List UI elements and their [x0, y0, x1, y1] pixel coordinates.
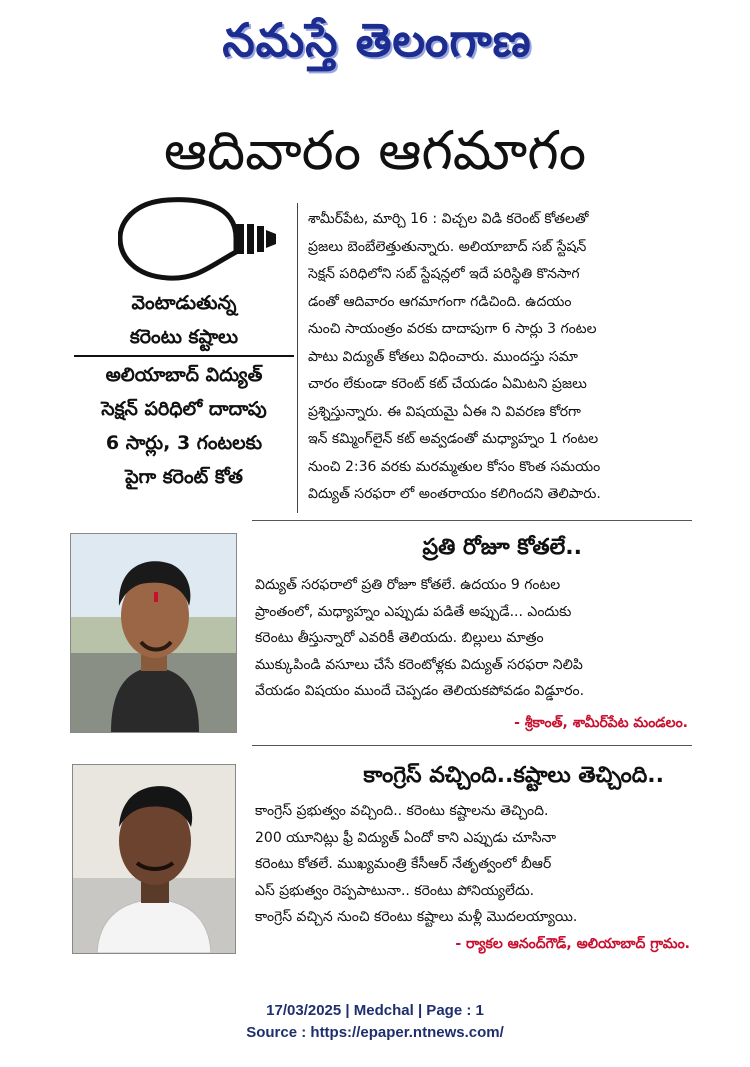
light-bulb-icon	[118, 196, 278, 281]
lead-article	[308, 206, 688, 509]
quote2-title: కాంగ్రెస్ వచ్చింది..కష్టాలు తెచ్చింది..	[363, 763, 664, 788]
column-divider	[297, 203, 298, 513]
section-divider	[252, 520, 692, 521]
lead-line: సెక్షన్ పరిధిలోని సబ్ స్టేషన్లలో ఇదే పరిస్థితి కొనసాగ	[308, 266, 580, 282]
quote2-line: కరెంటు కోతలే. ముఖ్యమంత్రి కేసీఆర్ నేతృత్వంలో బీఆర్	[255, 856, 552, 872]
lead-line: పాటు విద్యుత్ కోతలు విధించారు. ముందస్తు సమా	[308, 348, 578, 365]
quote1-line: కరెంటు తీస్తున్నారో ఎవరికీ తెలియదు. బిల్లులు మాత్రం	[255, 630, 544, 646]
side-deck-line: వెంటాడుతున్న	[131, 292, 237, 314]
quote2-body	[255, 798, 687, 931]
page-footer	[0, 1000, 750, 1044]
quote1-photo	[70, 533, 237, 733]
lead-line: ఇన్ కమ్మింగ్‌లైన్ కట్ అవ్వడంతో మధ్యాహ్నం 1 గంటల	[308, 431, 599, 447]
quote1-line: విద్యుత్ సరఫరాలో ప్రతి రోజూ కోతలే. ఉదయం 9 గంటల	[255, 577, 561, 593]
quote1-body	[255, 572, 687, 705]
side-deck-line: పైగా కరెంట్ కోత	[125, 466, 243, 488]
side-deck-line: కరెంటు కష్టాలు	[129, 326, 239, 348]
lead-line: శామీర్‌పేట, మార్చి 16 : విచ్చల విడి కరెంట్ కోతలతో	[308, 211, 589, 227]
quote2-line: కాంగ్రెస్ వచ్చిన నుంచి కరెంటు కష్టాలు మళ్లీ మొదలయ్యాయి.	[255, 909, 578, 925]
headline: ఆదివారం ఆగమాగం	[163, 119, 587, 182]
quote2-byline: - ర్యాకల ఆనంద్‌గౌడ్, అలియాబాద్ గ్రామం.	[455, 936, 690, 952]
quote1-line: ప్రాంతంలో, మధ్యాహ్నం ఎప్పుడు పడితే అప్పుడే... ఎందుకు	[255, 603, 572, 620]
lead-line: నుంచి సాయంత్రం వరకు దాదాపుగా 6 సార్లు 3 గంటల	[308, 321, 597, 337]
lead-line: చారం లేకుండా కరెంట్ కట్ చేయడం ఏమిటని ప్రజలు	[308, 376, 587, 392]
person-portrait-icon	[71, 534, 236, 732]
footer-source[interactable]: Source : https://epaper.ntnews.com/	[246, 1024, 504, 1041]
quote2-line: 200 యూనిట్లు ఫ్రీ విద్యుత్ ఏందో కాని ఎప్పుడు చూసినా	[255, 829, 557, 846]
masthead-logo: నమస్తే తెలంగాణ	[222, 13, 532, 67]
quote1-line: ముక్కుపిండి వసూలు చేసే కరెంటోళ్లకు విద్యుత్ సరఫరా నిలిపి	[255, 656, 583, 673]
lead-line: నుంచి 2:36 వరకు మరమ్మతుల కోసం కొంత సమయం	[308, 458, 601, 475]
lead-line: ప్రజలు బెంబేలెత్తుతున్నారు. అలియాబాద్ సబ్ స్టేషన్	[308, 238, 587, 255]
quote1-byline: - శ్రీకాంత్, శామీర్‌పేట మండలం.	[514, 715, 688, 731]
quote2-line: ఎస్ ప్రభుత్వం రెప్పపాటునా.. కరెంటు పోనియ్యలేదు.	[255, 882, 535, 899]
section-divider	[252, 745, 692, 746]
footer-edition-info: 17/03/2025 | Medchal | Page : 1	[266, 1002, 484, 1019]
quote2-line: కాంగ్రెస్ ప్రభుత్వం వచ్చింది.. కరెంటు కష్టాలను తెచ్చింది.	[255, 803, 549, 819]
lead-line: ప్రశ్నిస్తున్నారు. ఈ విషయమై ఏఈ ని వివరణ కోరగా	[308, 403, 581, 420]
side-deck	[74, 286, 294, 494]
person-portrait-icon	[73, 765, 235, 953]
lead-line: విద్యుత్ సరఫరా లో అంతరాయం కలిగిందని తెలిపారు.	[308, 486, 601, 502]
side-deck-line: 6 సార్లు, 3 గంటలకు	[105, 432, 263, 454]
quote1-title: ప్రతి రోజూ కోతలే..	[422, 535, 582, 560]
quote2-photo	[72, 764, 236, 954]
lead-line: డంతో ఆదివారం ఆగమాగంగా గడిచింది. ఉదయం	[308, 293, 572, 310]
side-deck-line: అలియాబాద్ విద్యుత్	[105, 364, 263, 386]
side-deck-rule	[74, 355, 294, 357]
side-deck-line: సెక్షన్ పరిధిలో దాదాపు	[101, 398, 267, 420]
quote1-line: వేయడం విషయం ముందే చెప్పడం తెలియకపోవడం విడ్డూరం.	[255, 683, 585, 699]
